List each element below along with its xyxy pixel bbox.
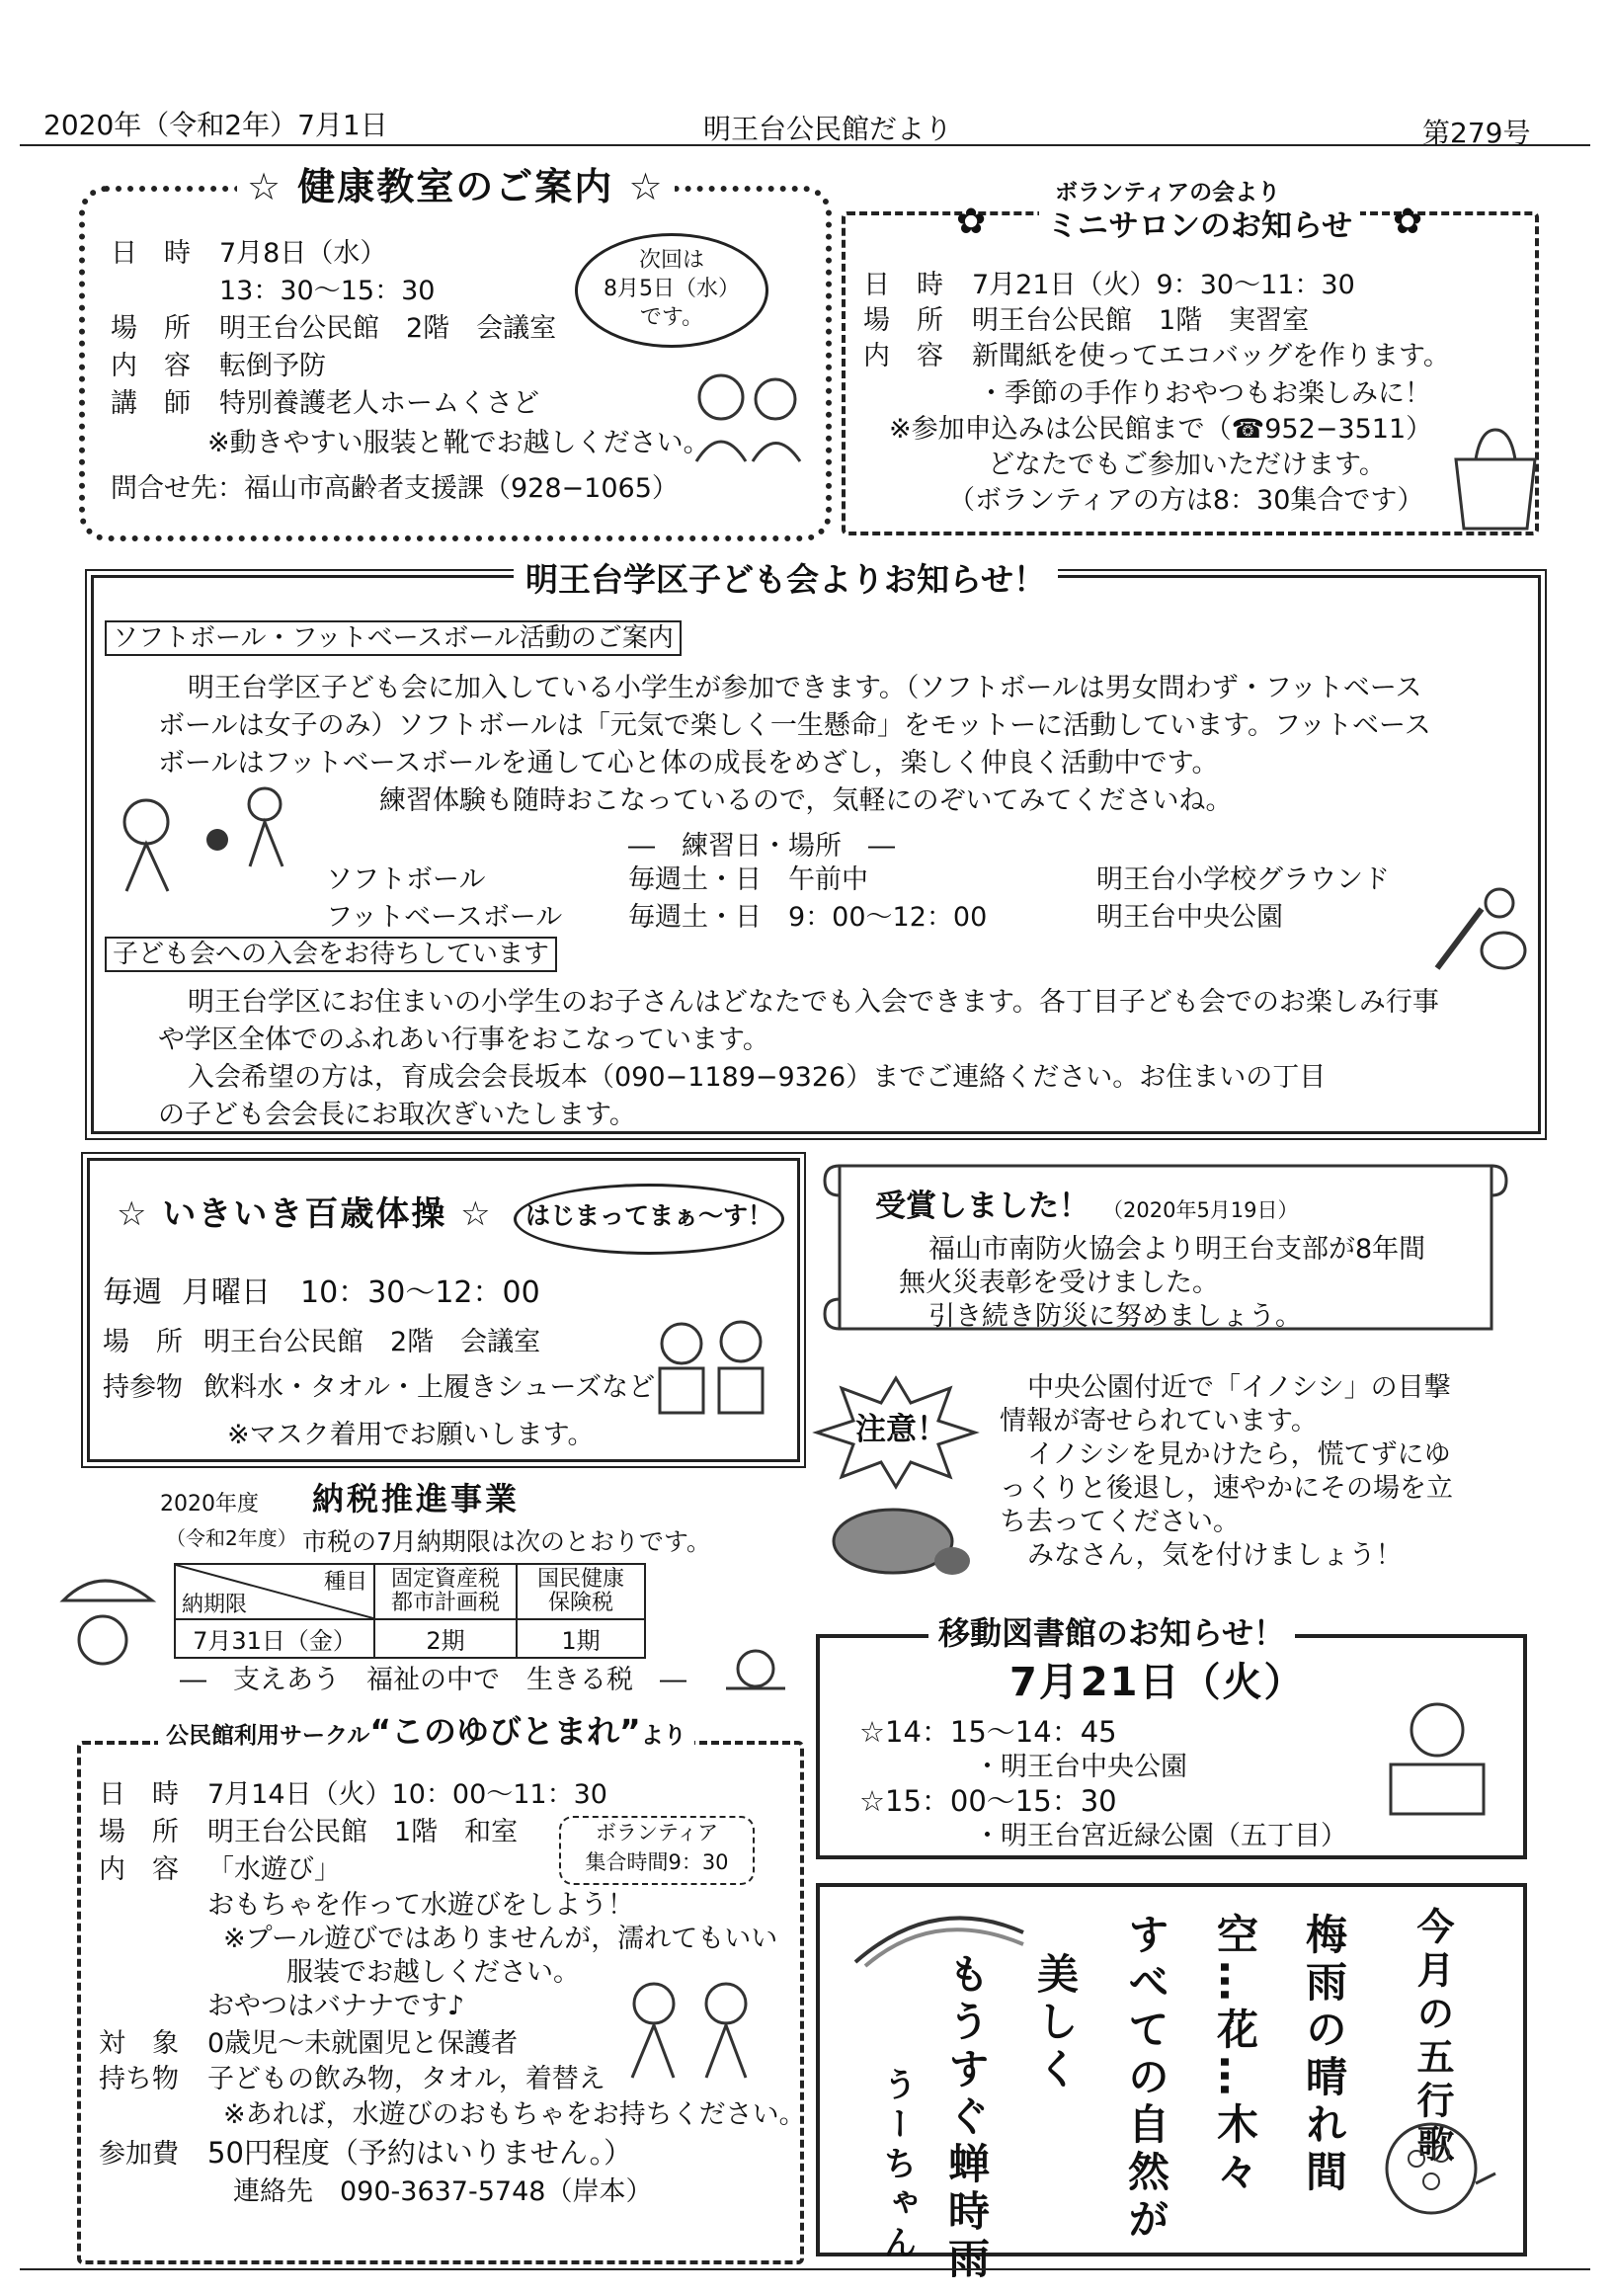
tax-period-property: 2期 <box>374 1619 517 1658</box>
hydrangea-illustration <box>1367 2114 1505 2233</box>
health-row-time: 13：30〜15：30 <box>219 276 436 306</box>
tax-table-corner: 種目 納期限 <box>175 1564 374 1619</box>
frog-umbrella-illustration <box>43 1561 162 1680</box>
kids-section1-label: ソフトボール・フットベースボール活動のご案内 <box>105 620 682 656</box>
tax-description: 市税の7月納期限は次のとおりです。 <box>302 1527 711 1556</box>
caution-line-2: 情報が寄せられています。 <box>1000 1406 1318 1436</box>
award-date: （2020年5月19日） <box>1102 1198 1299 1222</box>
salon-line-volunteer: （ボランティアの方は8：30集合です） <box>948 485 1424 516</box>
kids-title: 明王台学区子ども会よりお知らせ！ <box>514 563 1058 597</box>
award-line-1: 福山市南防火協会より明王台支部が8年間 <box>928 1234 1426 1265</box>
circle-contact: 連絡先 090-3637-5748（岸本） <box>233 2176 653 2207</box>
kids-water-play-illustration <box>612 1974 770 2083</box>
salon-line-apply: ※参加申込みは公民館まで（☎952−3511） <box>889 414 1433 445</box>
exercise-title: ☆ いきいき百歳体操 ☆ <box>117 1194 493 1234</box>
circle-row-place: 場 所 明王台公民館 1階 和室 <box>99 1817 519 1847</box>
health-contact: 問合せ先：福山市高齢者支援課（928−1065） <box>111 473 679 504</box>
snail-icon <box>721 1644 790 1693</box>
tax-slogan: ― 支えあう 福祉の中で 生きる税 ― <box>180 1665 686 1695</box>
library-place-1: ・明王台中央公園 <box>974 1752 1187 1782</box>
rainbow-illustration <box>826 1893 1053 1972</box>
baseball-glove-icon <box>1422 869 1531 978</box>
caution-line-4: っくりと後退し，速やかにその場を立 <box>1000 1473 1453 1504</box>
circle-line-1: おもちゃを作って水遊びをしよう！ <box>207 1890 634 1921</box>
circle-row-date: 日 時 7月14日（火）10：00〜11：30 <box>99 1779 607 1810</box>
tax-due-date: 7月31日（金） <box>175 1619 374 1658</box>
award-line-3: 引き続き防災に努めましょう。 <box>928 1301 1302 1332</box>
flower-icon: ✿ <box>956 202 987 242</box>
circle-line-2: ※プール遊びではありませんが，濡れてもいい <box>223 1924 778 1954</box>
health-note: ※動きやすい服装と靴でお越しください。 <box>207 428 710 458</box>
tax-col-property: 固定資産税 都市計画税 <box>374 1564 517 1619</box>
header-rule <box>20 144 1590 146</box>
poem-heading: 今月の五行歌 <box>1410 1907 1454 2168</box>
exercise-note: ※マスク着用でお願いします。 <box>227 1420 595 1450</box>
circle-row-content: 内 容 「水遊び」 <box>99 1854 341 1885</box>
kids-para2-line1: 明王台学区にお住まいの小学生のお子さんはどなたでも入会できます。各丁目子ども会でのお楽しみ行事 <box>188 987 1439 1018</box>
library-title: 移動図書館のお知らせ！ <box>928 1616 1295 1650</box>
kids-para1-line1: 明王台学区子ども会に加入している小学生が参加できます。（ソフトボールは男女問わず・フットベース <box>188 673 1422 703</box>
poem-author: うーちゃん <box>877 2067 917 2264</box>
health-row-date: 日 時 7月8日（水） <box>111 238 387 269</box>
library-date: 7月21日（火） <box>1009 1660 1306 1705</box>
kids-para1-line4: 練習体験も随時おこなっているので，気軽にのぞいてみてくださいね。 <box>379 785 1233 816</box>
tax-title: 納税推進事業 <box>312 1480 521 1517</box>
library-place-2: ・明王台宮近緑公園（五丁目） <box>974 1821 1347 1851</box>
circle-row-fee: 参加費 50円程度（予約はいりません。） <box>99 2136 633 2170</box>
issue-number: 第279号 <box>1422 117 1531 149</box>
award-title: 受賞しました！ <box>875 1189 1089 1224</box>
schedule-heading: ― 練習日・場所 ― <box>628 831 895 861</box>
poem-line-3: すべての自然が <box>1122 1913 1170 2245</box>
exercise-couple-illustration <box>642 1314 780 1433</box>
poem-line-2: 空…花…木々 <box>1211 1913 1259 2197</box>
issue-date: 2020年（令和2年）7月1日 <box>43 109 388 141</box>
flower-icon-right: ✿ <box>1393 202 1423 242</box>
kids-soccer-illustration <box>107 782 304 901</box>
salon-row-content: 内 容 新聞紙を使ってエコバッグを作ります。 <box>863 341 1450 371</box>
tax-period-health: 1期 <box>517 1619 645 1658</box>
salon-row-date: 日 時 7月21日（火）9：30〜11：30 <box>863 270 1355 300</box>
tax-col-health: 国民健康 保険税 <box>517 1564 645 1619</box>
circle-row-target: 対 象 0歳児〜未就園児と保護者 <box>99 2028 519 2059</box>
salon-row-place: 場 所 明王台公民館 1階 実習室 <box>863 305 1310 336</box>
circle-title: 公民館利用サークル“このゆびとまれ”より <box>158 1715 694 1753</box>
tax-era: （令和2年度） <box>166 1526 297 1550</box>
volunteer-time-box: ボランティア 集合時間9：30 <box>559 1816 755 1885</box>
salon-line-anyone: どなたでもご参加いただけます。 <box>988 450 1386 480</box>
started-bubble: はじまってまぁ〜す！ <box>514 1184 784 1255</box>
footer-rule <box>20 2268 1590 2270</box>
tax-due-table <box>174 1563 646 1659</box>
boy-reading-illustration <box>1373 1695 1501 1824</box>
kids-para1-line2: ボールは女子のみ）ソフトボールは「元気で楽しく一生懸命」をモットーに活動しています。フットベース <box>158 710 1431 741</box>
caution-line-5: ち去ってください。 <box>1000 1507 1240 1537</box>
caution-badge: 注意！ <box>855 1412 947 1447</box>
library-time-1: ☆14：15〜14：45 <box>859 1715 1117 1749</box>
exercise-row-bring: 持参物 飲料水・タオル・上履きシューズなど <box>103 1372 656 1403</box>
boar-illustration <box>824 1492 972 1591</box>
kids-para2-line2: や学区全体でのふれあい行事をおこなっています。 <box>158 1025 769 1055</box>
health-row-content: 内 容 転倒予防 <box>111 351 326 381</box>
elderly-couple-illustration <box>682 368 810 466</box>
library-time-2: ☆15：00〜15：30 <box>859 1784 1117 1818</box>
exercise-row-weekly: 毎週 月曜日 10：30〜12：00 <box>103 1275 540 1310</box>
schedule-when-1: 毎週土・日 午前中 <box>628 864 868 895</box>
award-line-2: 無火災表彰を受けました。 <box>899 1268 1219 1298</box>
caution-line-3: イノシシを見かけたら，慌てずにゆ <box>1027 1439 1451 1470</box>
poem-line-5: もうすぐ蝉時雨 <box>942 1952 991 2284</box>
schedule-sport-2: フットベースボール <box>326 902 563 933</box>
salon-subtitle: ボランティアの会より <box>1055 180 1281 205</box>
kids-para2-line3: 入会希望の方は，育成会会長坂本（090−1189−9326）までご連絡ください。お住まいの丁目 <box>188 1062 1327 1093</box>
caution-line-6: みなさん，気を付けましょう！ <box>1027 1540 1403 1571</box>
newsletter-title: 明王台公民館だより <box>703 113 953 145</box>
schedule-when-2: 毎週土・日 9：00〜12：00 <box>628 902 988 933</box>
schedule-where-2: 明王台中央公園 <box>1096 902 1283 933</box>
circle-row-bring: 持ち物 子どもの飲み物，タオル，着替え <box>99 2064 605 2094</box>
circle-line-4: おやつはバナナです♪ <box>207 1991 465 2021</box>
circle-line-3: 服装でお越しください。 <box>286 1957 580 1988</box>
health-row-place: 場 所 明王台公民館 2階 会議室 <box>111 313 557 344</box>
tax-year: 2020年度 <box>160 1492 259 1517</box>
salon-line-snack: ・季節の手作りおやつもお楽しみに！ <box>978 378 1431 409</box>
poem-line-1: 梅雨の晴れ間 <box>1300 1913 1348 2197</box>
schedule-sport-1: ソフトボール <box>326 864 486 895</box>
next-session-bubble: 次回は 8月5日（水） です。 <box>575 233 768 348</box>
health-class-title: ☆ 健康教室のご案内 ☆ <box>237 170 675 204</box>
schedule-where-1: 明王台小学校グラウンド <box>1096 864 1390 895</box>
health-row-lecturer: 講 師 特別養護老人ホームくさど <box>111 388 539 419</box>
salon-title: ミニサロンのお知らせ <box>1039 209 1360 243</box>
circle-note: ※あれば，水遊びのおもちゃをお持ちください。 <box>223 2099 806 2130</box>
exercise-row-place: 場 所 明王台公民館 2階 会議室 <box>103 1327 541 1357</box>
eco-bag-illustration <box>1446 425 1545 533</box>
kids-para2-line4: の子ども会会長にお取次ぎいたします。 <box>158 1100 636 1130</box>
caution-line-1: 中央公園付近で「イノシシ」の目撃 <box>1027 1372 1451 1403</box>
kids-section2-label: 子ども会への入会をお待ちしています <box>105 937 557 972</box>
poem-line-4: 美しく <box>1031 1952 1080 2094</box>
kids-para1-line3: ボールはフットベースボールを通して心と体の成長をめざし，楽しく仲良く活動中です。 <box>158 748 1219 779</box>
